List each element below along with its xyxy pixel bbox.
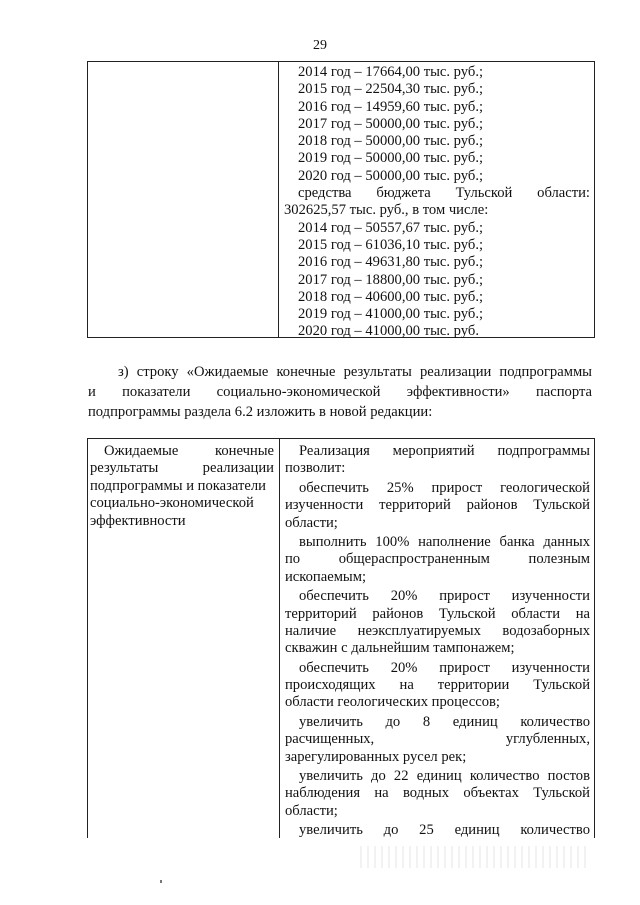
page-number: 29 — [313, 38, 327, 53]
result-line: области; — [285, 514, 338, 531]
result-line: Реализация мероприятий подпрограммы — [299, 443, 590, 459]
funding-line: 2015 год – 61036,10 тыс. руб.; — [298, 236, 484, 253]
label-line: социально-экономической — [90, 495, 254, 512]
amendment-paragraph — [88, 362, 592, 422]
paragraph-line: з) строку «Ожидаемые конечные результаты реализации подпрограммы — [118, 364, 592, 380]
funding-line: 2020 год – 50000,00 тыс. руб.; — [298, 167, 484, 184]
result-line: области; — [285, 802, 338, 819]
funding-line: 2019 год – 41000,00 тыс. руб.; — [298, 306, 484, 323]
scan-speck — [160, 880, 162, 883]
result-line: ископаемым; — [285, 568, 367, 585]
result-line: наблюдения на водных объектах Тульской — [285, 785, 590, 802]
funding-line: 2017 год – 50000,00 тыс. руб.; — [298, 115, 484, 132]
result-line: скважин с дальнейшим тампонажем; — [285, 640, 515, 657]
result-line: области геологических процессов; — [285, 694, 500, 711]
funding-line: 2018 год – 50000,00 тыс. руб.; — [298, 133, 484, 150]
results-table — [87, 438, 595, 838]
column-divider — [279, 439, 280, 838]
funding-line: 2015 год – 22504,30 тыс. руб.; — [298, 81, 484, 98]
column-divider — [278, 62, 279, 337]
funding-cell — [284, 64, 590, 341]
result-line: расчищенных, углубленных, — [285, 731, 590, 748]
funding-table — [87, 61, 595, 338]
paragraph-line: и показатели социально-экономической эффективности» паспорта — [88, 384, 592, 400]
result-line: увеличить до 22 единиц количество постов — [299, 768, 590, 785]
funding-line: 302625,57 тыс. руб., в том числе: — [284, 202, 489, 219]
scan-artifact — [360, 846, 590, 868]
result-line: происходящих на территории Тульской — [285, 677, 590, 694]
funding-line: 2019 год – 50000,00 тыс. руб.; — [298, 150, 484, 167]
result-line: зарегулированных русел рек; — [285, 748, 467, 765]
funding-line: 2016 год – 14959,60 тыс. руб.; — [298, 98, 484, 115]
result-line: позволит: — [285, 460, 346, 477]
result-line: увеличить до 8 единиц количество — [299, 713, 590, 730]
label-line: эффективности — [90, 512, 186, 529]
funding-line: 2014 год – 17664,00 тыс. руб.; — [298, 64, 484, 80]
result-line: по общераспространенным полезным — [285, 551, 590, 568]
funding-line: средства бюджета Тульской области: — [298, 185, 590, 202]
result-line: территорий районов Тульской области на — [285, 605, 590, 622]
result-line: обеспечить 20% прирост изученности — [299, 659, 590, 676]
label-line: Ожидаемые конечные — [104, 443, 274, 459]
result-line: увеличить до 25 единиц количество — [299, 822, 590, 839]
result-line: наличие неэксплуатируемых водозаборных — [285, 622, 590, 639]
result-line: изученности территорий районов Тульской — [285, 497, 590, 514]
result-line: обеспечить 25% прирост геологической — [299, 479, 590, 496]
paragraph-line: подпрограммы раздела 6.2 изложить в новой редакции: — [88, 404, 433, 420]
funding-line: 2020 год – 41000,00 тыс. руб. — [298, 323, 479, 340]
label-line: результаты реализации — [90, 460, 274, 477]
result-line: обеспечить 20% прирост изученности — [299, 588, 590, 605]
results-label-cell — [90, 443, 274, 530]
funding-line: 2018 год – 40600,00 тыс. руб.; — [298, 288, 484, 305]
result-line: выполнить 100% наполнение банка данных — [299, 533, 590, 550]
funding-line: 2014 год – 50557,67 тыс. руб.; — [298, 219, 484, 236]
label-line: подпрограммы и показатели — [90, 477, 266, 494]
funding-line: 2016 год – 49631,80 тыс. руб.; — [298, 254, 484, 271]
results-content-cell — [285, 443, 590, 840]
funding-line: 2017 год – 18800,00 тыс. руб.; — [298, 271, 484, 288]
